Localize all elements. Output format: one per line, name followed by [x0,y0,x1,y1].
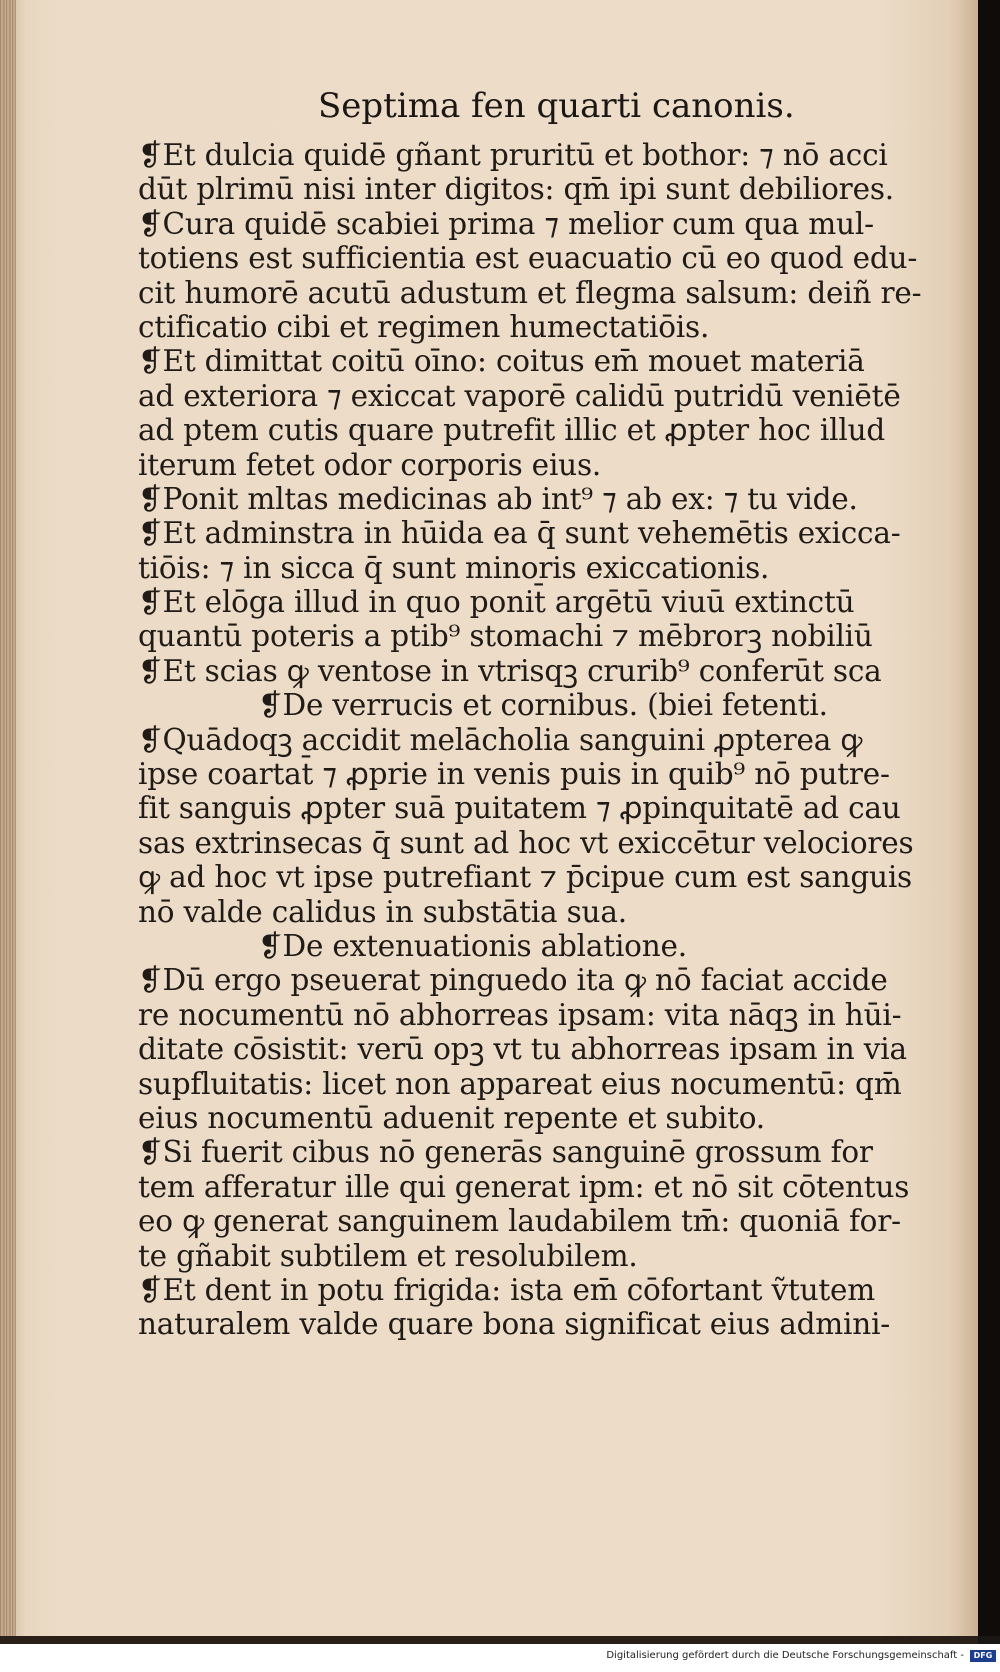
text-line: ipse coartat̄ ⁊ ꝓprie in venis puis in quib⁹ nō putre- [138,757,890,792]
text-line: quantū poteris a ptib⁹ stomachi ⁊ mēbrorꝫ nobiliū [138,619,873,654]
footer-credit: Digitalisierung gefördert durch die Deutsche Forschungsgemeinschaft - [606,1650,964,1661]
text-line: nō valde calidus in substātia sua. [138,894,627,929]
text-line: te gñabit subtilem et resolubilem. [138,1238,638,1273]
text-line: ad exteriora ⁊ exiccat vaporē calidū putridū veniētē [138,378,901,413]
text-line: ad ptem cutis quare putrefit illic et ꝓpter hoc illud [138,413,886,448]
text-line: ❡Et dimittat coitū oīno: coitus em̄ mouet materiā [138,344,865,379]
text-line: ❡Et elōga illud in quo ponit̄ argētū viuū extinctū [138,585,855,620]
section-heading: ❡De extenuationis ablatione. [258,928,687,963]
footer-bar [0,1644,1000,1672]
text-line: ❡Cura quidē scabiei prima ⁊ melior cum qua mul- [138,206,874,241]
section-heading: ❡De verrucis et cornibus. (biei fetenti. [258,688,828,723]
text-line: totiens est sufficientia est euacuatio cū eo quod edu- [138,241,918,276]
text-line: ꝙ ad hoc vt ipse putrefiant ⁊ p̄cipue cum est sanguis [138,860,912,895]
text-line: sas extrinsecas q̄ sunt ad hoc vt exiccētur velociores [138,825,914,860]
text-line: naturalem valde quare bona significat eius admini- [138,1307,891,1342]
text-line: tem afferatur ille qui generat ipm: et nō sit cōtentus [138,1169,910,1204]
text-line: dūt plrimū nisi inter digitos: qm̄ ipi sunt debiliores. [138,172,894,207]
text-line: supfluitatis: licet non appareat eius nocumentū: qm̄ [138,1066,902,1101]
book-binding [978,0,1000,1636]
text-line: ditate cōsistit: verū opꝫ vt tu abhorreas ipsam in via [138,1032,907,1067]
text-line: ctificatio cibi et regimen humectatiōis. [138,309,710,344]
text-line: cit humorē acutū adustum et flegma salsum: deiñ re- [138,275,922,310]
text-line: eius nocumentū aduenit repente et subito. [138,1100,765,1135]
text-line: iterum fetet odor corporis eius. [138,447,602,482]
text-line: ❡Et dent in potu frigida: ista em̄ cōfortant ṽtutem [138,1272,876,1307]
text-line: ❡Et dulcia quidē gñant pruritū et bothor: ⁊ nō acci [138,138,888,172]
text-line: re nocumentū nō abhorreas ipsam: vita nāqꝫ in hūi- [138,997,902,1032]
text-line: ❡Si fuerit cibus nō generās sanguinē grossum for [138,1135,873,1170]
text-line: ❡Et scias ꝙ ventose in vtrisqꝫ crurib⁹ conferūt sca [138,653,882,688]
page-title: Septima fen quarti canonis. [318,86,795,126]
text-line: ❡Ponit mltas medicinas ab int⁹ ⁊ ab ex: ⁊ tu vide. [138,481,858,516]
body-text [138,138,922,1342]
text-line: fit sanguis ꝓpter suā puitatem ⁊ ꝓpinquitatē ad cau [138,791,901,826]
text-line: ❡Dū ergo pseuerat pinguedo ita ꝙ nō faciat accide [138,963,888,998]
page-edge [0,0,16,1636]
text-line: tiōis: ⁊ in sicca q̄ sunt minoris exiccationis. [138,550,770,585]
text-line: ❡Quādoqꝫ accidit melācholia sanguini ꝓpterea ꝙ [138,722,863,757]
dfg-logo-icon: DFG [970,1650,996,1662]
text-line: eo ꝙ generat sanguinem laudabilem tm̄: quoniā for- [138,1204,901,1239]
text-line: ❡Et adminstra in hūida ea q̄ sunt vehemētis exicca- [138,516,901,551]
